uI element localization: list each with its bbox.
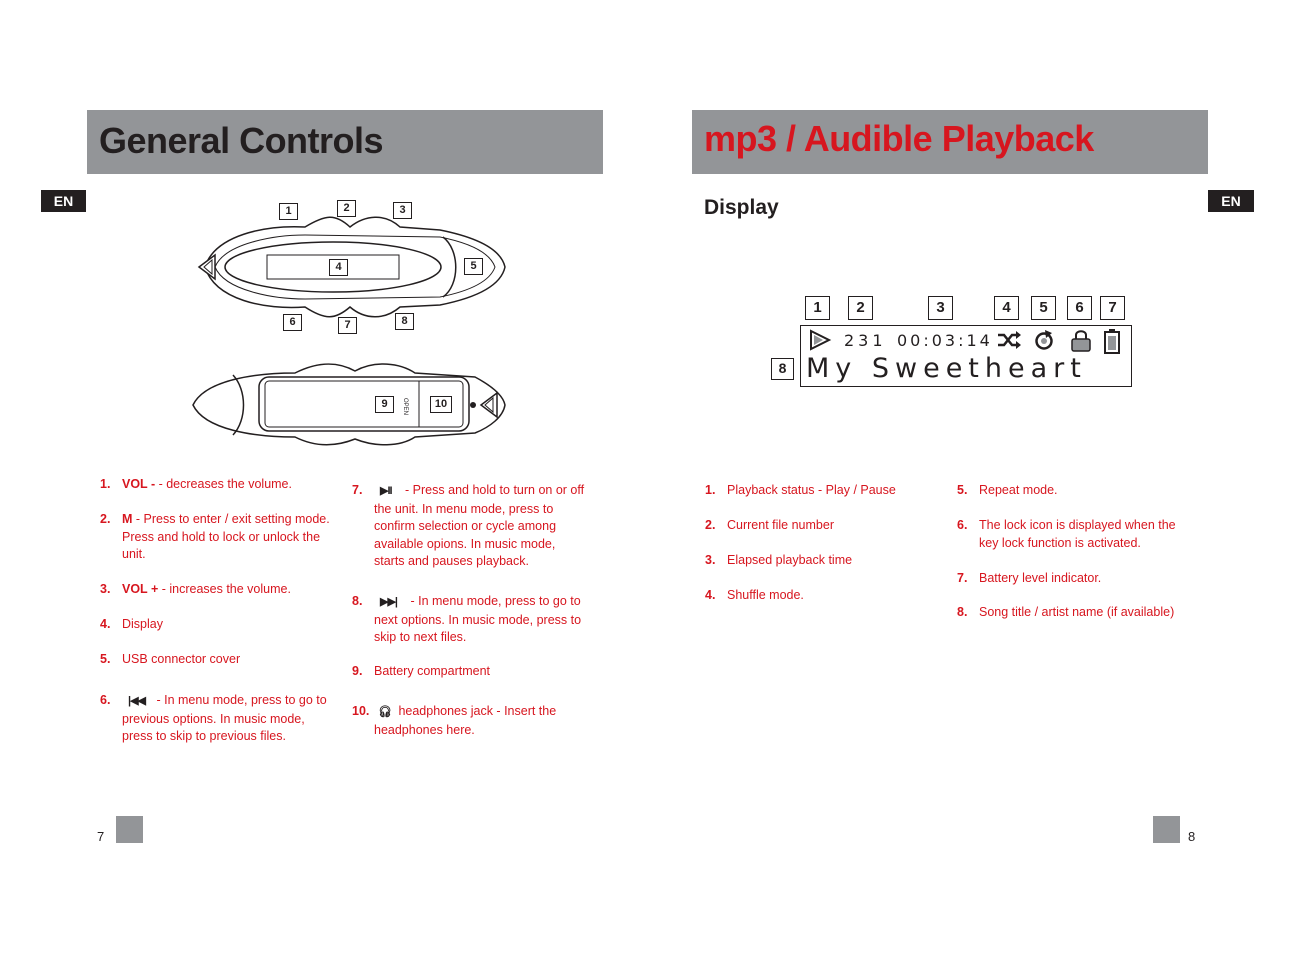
left-page-title: General Controls <box>99 120 384 161</box>
control-item-5: 5. USB connector cover <box>100 652 241 666</box>
device-label-8: 8 <box>395 313 414 330</box>
lcd-display <box>800 325 1132 387</box>
left-lang-tab: EN <box>41 190 86 212</box>
display-item-1: 1. Playback status - Play / Pause <box>705 483 896 497</box>
display-item-5: 5. Repeat mode. <box>957 483 1058 497</box>
display-item-6: 6. The lock icon is displayed when the key lock function is activated. <box>957 518 1176 550</box>
display-label-6: 6 <box>1067 296 1092 320</box>
right-lang-tab: EN <box>1208 190 1254 212</box>
control-item-7: 7. ▶II - Press and hold to turn on or off the unit. In menu mode, press to confirm selection or cycle among available opions. In music mode, starts and pauses playback. <box>352 483 585 568</box>
left-page-number: 7 <box>97 829 105 844</box>
elapsed-time: 00:03:14 <box>897 331 993 350</box>
display-label-2: 2 <box>848 296 873 320</box>
control-item-3: 3. VOL + - increases the volume. <box>100 582 291 596</box>
control-item-10: 10. 🎧︎ headphones jack - Insert the headphones here. <box>352 704 557 737</box>
play-pause-icon: ▶II <box>380 485 392 497</box>
battery-icon <box>1103 328 1121 354</box>
display-label-4: 4 <box>994 296 1019 320</box>
repeat-icon <box>1033 329 1055 351</box>
device-label-4: 4 <box>329 259 348 276</box>
device-label-2: 2 <box>337 200 356 217</box>
left-arrow-button <box>199 255 215 279</box>
device-label-10: 10 <box>430 396 452 413</box>
device-label-7: 7 <box>338 317 357 334</box>
display-item-7: 7. Battery level indicator. <box>957 571 1102 585</box>
device-label-9: 9 <box>375 396 394 413</box>
display-item-8: 8. Song title / artist name (if available) <box>957 605 1175 619</box>
previous-track-icon: |◀◀ <box>128 695 145 707</box>
left-page-marker <box>116 816 143 843</box>
device-label-3: 3 <box>393 202 412 219</box>
track-number: 231 <box>844 331 887 350</box>
device-label-5: 5 <box>464 258 483 275</box>
right-page-marker <box>1153 816 1180 843</box>
lock-icon <box>1070 328 1092 352</box>
song-title: My Sweetheart <box>806 353 1087 384</box>
display-item-3: 3. Elapsed playback time <box>705 553 853 567</box>
control-item-8: 8. ▶▶| - In menu mode, press to go to next options. In music mode, press to skip to next files. <box>352 594 582 644</box>
device-open-text: OPEN <box>402 398 408 416</box>
display-label-1: 1 <box>805 296 830 320</box>
device-label-6: 6 <box>283 314 302 331</box>
display-subheading: Display <box>704 196 779 219</box>
display-item-4: 4. Shuffle mode. <box>705 588 804 602</box>
next-track-icon: ▶▶| <box>380 596 397 608</box>
headphones-icon: 🎧︎ <box>378 706 391 718</box>
display-item-2: 2. Current file number <box>705 518 834 532</box>
device-label-1: 1 <box>279 203 298 220</box>
display-label-5: 5 <box>1031 296 1056 320</box>
control-item-2: 2. M - Press to enter / exit setting mode. Press and hold to lock or unlock the unit. <box>100 512 330 561</box>
display-label-7: 7 <box>1100 296 1125 320</box>
device-back-illustration <box>185 355 515 450</box>
control-item-1: 1. VOL - - decreases the volume. <box>100 477 292 491</box>
play-icon <box>808 329 832 351</box>
display-label-3: 3 <box>928 296 953 320</box>
control-item-6: 6. |◀◀ - In menu mode, press to go to previous options. In music mode, press to skip to previous files. <box>100 693 327 743</box>
control-item-4: 4. Display <box>100 617 163 631</box>
right-page-number: 8 <box>1188 829 1196 844</box>
control-item-9: 9. Battery compartment <box>352 664 491 678</box>
shuffle-icon <box>996 330 1022 350</box>
right-page-title: mp3 / Audible Playback <box>704 118 1094 159</box>
display-label-8: 8 <box>771 358 794 380</box>
